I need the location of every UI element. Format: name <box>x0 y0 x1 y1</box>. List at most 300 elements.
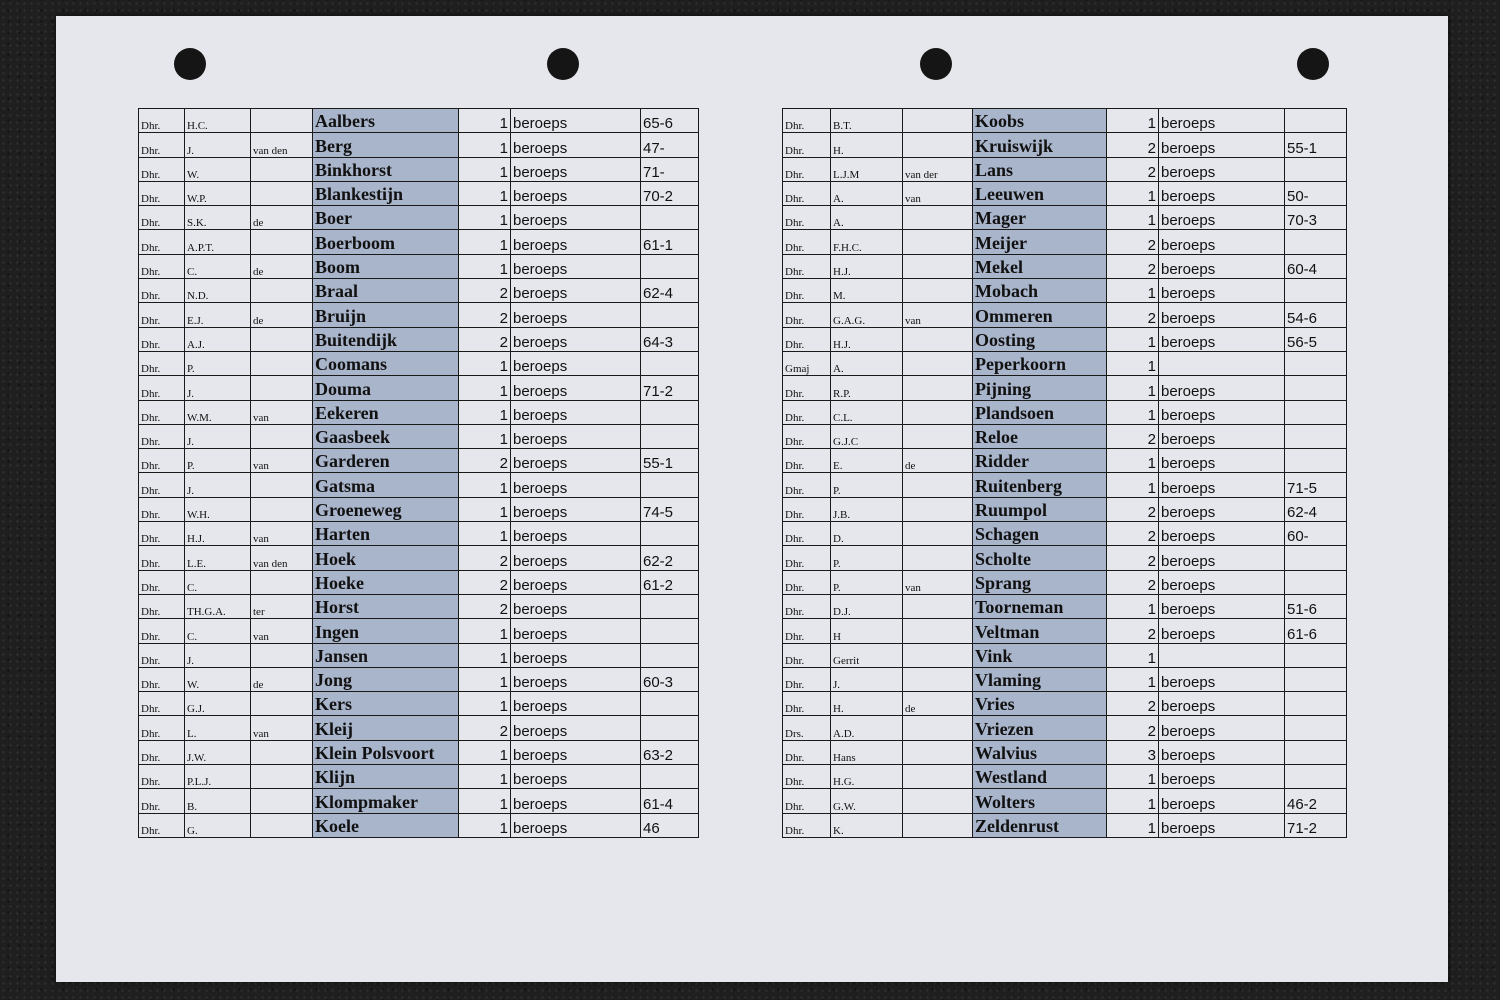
code-cell: 55-1 <box>1285 133 1347 157</box>
initials-cell: P.L.J. <box>185 765 251 789</box>
code-cell <box>1285 157 1347 181</box>
prefix-cell: van <box>251 522 313 546</box>
title-cell: Dhr. <box>783 109 831 133</box>
count-cell: 1 <box>459 133 511 157</box>
prefix-cell: van <box>903 181 973 205</box>
title-cell: Dhr. <box>139 813 185 837</box>
prefix-cell: van <box>251 449 313 473</box>
table-row <box>783 522 1347 546</box>
prefix-cell <box>903 643 973 667</box>
prefix-cell: de <box>251 206 313 230</box>
initials-cell: W.M. <box>185 400 251 424</box>
surname-cell: Boer <box>313 206 459 230</box>
prefix-cell <box>903 497 973 521</box>
table-row <box>783 376 1347 400</box>
table-row <box>783 667 1347 691</box>
prefix-cell <box>251 230 313 254</box>
initials-cell: H. <box>831 133 903 157</box>
initials-cell: W.P. <box>185 181 251 205</box>
code-cell <box>641 716 699 740</box>
table-row <box>139 813 699 837</box>
title-cell: Dhr. <box>783 303 831 327</box>
count-cell: 2 <box>459 570 511 594</box>
initials-cell: J.B. <box>831 497 903 521</box>
surname-cell: Vlaming <box>973 667 1107 691</box>
surname-cell: Ingen <box>313 619 459 643</box>
title-cell: Dhr. <box>783 813 831 837</box>
code-cell: 62-2 <box>641 546 699 570</box>
prefix-cell <box>903 376 973 400</box>
prefix-cell <box>903 619 973 643</box>
type-cell: beroeps <box>1159 424 1285 448</box>
table-row <box>139 765 699 789</box>
count-cell: 1 <box>459 473 511 497</box>
count-cell: 1 <box>1107 109 1159 133</box>
count-cell: 1 <box>459 522 511 546</box>
code-cell: 65-6 <box>641 109 699 133</box>
code-cell <box>641 619 699 643</box>
surname-cell: Mager <box>973 206 1107 230</box>
table-row <box>783 254 1347 278</box>
type-cell: beroeps <box>511 570 641 594</box>
initials-cell: A. <box>831 181 903 205</box>
count-cell: 2 <box>459 716 511 740</box>
punch-hole <box>174 48 206 80</box>
count-cell: 2 <box>1107 303 1159 327</box>
type-cell: beroeps <box>511 449 641 473</box>
initials-cell: H <box>831 619 903 643</box>
type-cell: beroeps <box>511 303 641 327</box>
type-cell: beroeps <box>511 813 641 837</box>
count-cell: 1 <box>459 667 511 691</box>
table-row <box>783 740 1347 764</box>
table-row <box>139 230 699 254</box>
code-cell <box>1285 400 1347 424</box>
code-cell: 70-3 <box>1285 206 1347 230</box>
surname-cell: Jong <box>313 667 459 691</box>
count-cell: 1 <box>459 351 511 375</box>
prefix-cell <box>251 327 313 351</box>
code-cell: 46-2 <box>1285 789 1347 813</box>
title-cell: Dhr. <box>139 351 185 375</box>
code-cell: 71-5 <box>1285 473 1347 497</box>
punch-hole <box>547 48 579 80</box>
prefix-cell <box>251 692 313 716</box>
type-cell: beroeps <box>1159 206 1285 230</box>
prefix-cell <box>903 473 973 497</box>
title-cell: Dhr. <box>139 181 185 205</box>
prefix-cell <box>903 351 973 375</box>
code-cell: 50- <box>1285 181 1347 205</box>
title-cell: Dhr. <box>783 692 831 716</box>
type-cell: beroeps <box>511 619 641 643</box>
surname-cell: Vriezen <box>973 716 1107 740</box>
type-cell: beroeps <box>1159 546 1285 570</box>
surname-cell: Schagen <box>973 522 1107 546</box>
count-cell: 1 <box>459 765 511 789</box>
prefix-cell <box>903 279 973 303</box>
table-row <box>139 789 699 813</box>
title-cell: Dhr. <box>139 570 185 594</box>
table-row <box>139 546 699 570</box>
code-cell <box>641 206 699 230</box>
surname-cell: Buitendijk <box>313 327 459 351</box>
type-cell: beroeps <box>1159 327 1285 351</box>
title-cell: Dhr. <box>783 497 831 521</box>
surname-cell: Sprang <box>973 570 1107 594</box>
code-cell <box>1285 376 1347 400</box>
initials-cell: A. <box>831 351 903 375</box>
initials-cell: G.J.C <box>831 424 903 448</box>
table-row <box>139 133 699 157</box>
count-cell: 2 <box>1107 522 1159 546</box>
table-row <box>783 206 1347 230</box>
surname-cell: Gaasbeek <box>313 424 459 448</box>
code-cell: 74-5 <box>641 497 699 521</box>
title-cell: Dhr. <box>783 424 831 448</box>
surname-cell: Reloe <box>973 424 1107 448</box>
count-cell: 1 <box>459 643 511 667</box>
code-cell: 63-2 <box>641 740 699 764</box>
count-cell: 1 <box>1107 667 1159 691</box>
count-cell: 2 <box>1107 230 1159 254</box>
code-cell: 64-3 <box>641 327 699 351</box>
title-cell: Dhr. <box>783 546 831 570</box>
prefix-cell <box>903 133 973 157</box>
count-cell: 1 <box>459 206 511 230</box>
count-cell: 2 <box>1107 157 1159 181</box>
table-row <box>139 716 699 740</box>
code-cell <box>1285 109 1347 133</box>
prefix-cell: van den <box>251 133 313 157</box>
type-cell: beroeps <box>1159 376 1285 400</box>
type-cell: beroeps <box>511 789 641 813</box>
code-cell: 71- <box>641 157 699 181</box>
type-cell: beroeps <box>1159 740 1285 764</box>
surname-cell: Boerboom <box>313 230 459 254</box>
code-cell: 47- <box>641 133 699 157</box>
type-cell: beroeps <box>511 522 641 546</box>
surname-cell: Klein Polsvoort <box>313 740 459 764</box>
type-cell <box>1159 351 1285 375</box>
initials-cell: W. <box>185 667 251 691</box>
table-row <box>783 327 1347 351</box>
table-row <box>139 497 699 521</box>
title-cell: Dhr. <box>783 206 831 230</box>
code-cell <box>641 765 699 789</box>
table-row <box>139 109 699 133</box>
prefix-cell <box>903 716 973 740</box>
count-cell: 1 <box>1107 376 1159 400</box>
table-row <box>139 570 699 594</box>
initials-cell: A.J. <box>185 327 251 351</box>
count-cell: 1 <box>459 254 511 278</box>
code-cell: 55-1 <box>641 449 699 473</box>
surname-cell: Koele <box>313 813 459 837</box>
count-cell: 2 <box>1107 424 1159 448</box>
prefix-cell <box>903 594 973 618</box>
type-cell: beroeps <box>1159 400 1285 424</box>
table-row <box>139 303 699 327</box>
type-cell: beroeps <box>511 254 641 278</box>
type-cell: beroeps <box>511 716 641 740</box>
initials-cell: C. <box>185 254 251 278</box>
initials-cell: P. <box>831 473 903 497</box>
initials-cell: R.P. <box>831 376 903 400</box>
count-cell: 1 <box>1107 765 1159 789</box>
type-cell: beroeps <box>511 230 641 254</box>
type-cell: beroeps <box>511 400 641 424</box>
prefix-cell <box>251 813 313 837</box>
initials-cell: C. <box>185 619 251 643</box>
type-cell: beroeps <box>1159 765 1285 789</box>
title-cell: Dhr. <box>139 279 185 303</box>
initials-cell: G.J. <box>185 692 251 716</box>
initials-cell: A.D. <box>831 716 903 740</box>
surname-cell: Groeneweg <box>313 497 459 521</box>
count-cell: 2 <box>1107 619 1159 643</box>
table-row <box>139 157 699 181</box>
surname-cell: Mobach <box>973 279 1107 303</box>
prefix-cell: van <box>251 400 313 424</box>
type-cell: beroeps <box>511 157 641 181</box>
prefix-cell <box>903 424 973 448</box>
code-cell: 71-2 <box>641 376 699 400</box>
code-cell <box>641 692 699 716</box>
type-cell: beroeps <box>511 643 641 667</box>
title-cell: Dhr. <box>139 449 185 473</box>
type-cell: beroeps <box>1159 813 1285 837</box>
title-cell: Dhr. <box>783 181 831 205</box>
surname-cell: Gatsma <box>313 473 459 497</box>
table-row <box>139 351 699 375</box>
prefix-cell <box>251 473 313 497</box>
type-cell: beroeps <box>1159 570 1285 594</box>
table-row <box>783 497 1347 521</box>
type-cell: beroeps <box>511 376 641 400</box>
code-cell: 61-2 <box>641 570 699 594</box>
code-cell: 62-4 <box>641 279 699 303</box>
prefix-cell <box>251 109 313 133</box>
count-cell: 2 <box>1107 133 1159 157</box>
initials-cell: P. <box>185 449 251 473</box>
initials-cell: H.G. <box>831 765 903 789</box>
code-cell: 62-4 <box>1285 497 1347 521</box>
code-cell <box>641 594 699 618</box>
surname-cell: Horst <box>313 594 459 618</box>
title-cell: Dhr. <box>139 789 185 813</box>
initials-cell: B.T. <box>831 109 903 133</box>
initials-cell: S.K. <box>185 206 251 230</box>
initials-cell: D.J. <box>831 594 903 618</box>
surname-cell: Berg <box>313 133 459 157</box>
surname-cell: Bruijn <box>313 303 459 327</box>
code-cell <box>641 303 699 327</box>
surname-cell: Mekel <box>973 254 1107 278</box>
surname-cell: Toorneman <box>973 594 1107 618</box>
code-cell: 54-6 <box>1285 303 1347 327</box>
type-cell: beroeps <box>1159 230 1285 254</box>
table-row <box>783 716 1347 740</box>
count-cell: 1 <box>459 230 511 254</box>
title-cell: Dhr. <box>783 230 831 254</box>
code-cell: 51-6 <box>1285 594 1347 618</box>
prefix-cell <box>903 522 973 546</box>
title-cell: Dhr. <box>783 133 831 157</box>
initials-cell: Hans <box>831 740 903 764</box>
roster-body-right <box>783 109 1347 838</box>
title-cell: Dhr. <box>783 594 831 618</box>
title-cell: Dhr. <box>139 303 185 327</box>
code-cell: 71-2 <box>1285 813 1347 837</box>
initials-cell: H.J. <box>185 522 251 546</box>
paper-sheet <box>56 16 1448 982</box>
count-cell: 1 <box>1107 643 1159 667</box>
prefix-cell <box>903 789 973 813</box>
count-cell: 2 <box>459 594 511 618</box>
initials-cell: P. <box>831 570 903 594</box>
prefix-cell: van <box>903 303 973 327</box>
code-cell <box>1285 692 1347 716</box>
surname-cell: Veltman <box>973 619 1107 643</box>
type-cell: beroeps <box>1159 449 1285 473</box>
initials-cell: H.C. <box>185 109 251 133</box>
surname-cell: Douma <box>313 376 459 400</box>
table-row <box>783 765 1347 789</box>
title-cell: Dhr. <box>139 619 185 643</box>
count-cell: 1 <box>459 109 511 133</box>
count-cell: 2 <box>459 279 511 303</box>
prefix-cell <box>251 740 313 764</box>
prefix-cell <box>903 740 973 764</box>
type-cell: beroeps <box>1159 692 1285 716</box>
title-cell: Dhr. <box>139 740 185 764</box>
surname-cell: Koobs <box>973 109 1107 133</box>
code-cell <box>641 643 699 667</box>
initials-cell: W.H. <box>185 497 251 521</box>
type-cell: beroeps <box>511 473 641 497</box>
code-cell <box>641 473 699 497</box>
title-cell: Dhr. <box>783 279 831 303</box>
initials-cell: B. <box>185 789 251 813</box>
type-cell: beroeps <box>1159 303 1285 327</box>
prefix-cell: de <box>903 449 973 473</box>
table-row <box>783 473 1347 497</box>
table-row <box>783 157 1347 181</box>
table-row <box>139 424 699 448</box>
table-row <box>139 643 699 667</box>
title-cell: Dhr. <box>139 667 185 691</box>
table-row <box>783 643 1347 667</box>
code-cell <box>641 400 699 424</box>
title-cell: Dhr. <box>783 522 831 546</box>
table-row <box>783 181 1347 205</box>
surname-cell: Oosting <box>973 327 1107 351</box>
surname-cell: Braal <box>313 279 459 303</box>
prefix-cell <box>251 376 313 400</box>
type-cell: beroeps <box>511 351 641 375</box>
count-cell: 1 <box>1107 351 1159 375</box>
surname-cell: Blankestijn <box>313 181 459 205</box>
table-row <box>783 400 1347 424</box>
count-cell: 1 <box>459 813 511 837</box>
count-cell: 1 <box>1107 813 1159 837</box>
type-cell: beroeps <box>1159 594 1285 618</box>
type-cell: beroeps <box>1159 619 1285 643</box>
count-cell: 2 <box>459 449 511 473</box>
initials-cell: J. <box>185 376 251 400</box>
code-cell: 60-3 <box>641 667 699 691</box>
code-cell: 60- <box>1285 522 1347 546</box>
initials-cell: M. <box>831 279 903 303</box>
surname-cell: Ommeren <box>973 303 1107 327</box>
surname-cell: Kleij <box>313 716 459 740</box>
title-cell: Dhr. <box>139 157 185 181</box>
roster-table-right <box>782 108 1347 838</box>
title-cell: Dhr. <box>783 667 831 691</box>
surname-cell: Klompmaker <box>313 789 459 813</box>
prefix-cell <box>251 351 313 375</box>
table-row <box>783 619 1347 643</box>
title-cell: Dhr. <box>783 400 831 424</box>
surname-cell: Ruumpol <box>973 497 1107 521</box>
table-row <box>783 279 1347 303</box>
initials-cell: TH.G.A. <box>185 594 251 618</box>
initials-cell: P. <box>831 546 903 570</box>
title-cell: Dhr. <box>783 740 831 764</box>
surname-cell: Eekeren <box>313 400 459 424</box>
table-row <box>139 376 699 400</box>
prefix-cell: de <box>903 692 973 716</box>
table-row <box>139 522 699 546</box>
count-cell: 2 <box>1107 692 1159 716</box>
count-cell: 1 <box>1107 789 1159 813</box>
type-cell: beroeps <box>1159 497 1285 521</box>
table-row <box>139 327 699 351</box>
title-cell: Drs. <box>783 716 831 740</box>
title-cell: Dhr. <box>783 619 831 643</box>
surname-cell: Coomans <box>313 351 459 375</box>
surname-cell: Lans <box>973 157 1107 181</box>
count-cell: 1 <box>459 424 511 448</box>
surname-cell: Walvius <box>973 740 1107 764</box>
roster-table-left <box>138 108 699 838</box>
count-cell: 1 <box>1107 473 1159 497</box>
table-row <box>139 400 699 424</box>
table-row <box>783 813 1347 837</box>
initials-cell: G.W. <box>831 789 903 813</box>
prefix-cell: van <box>903 570 973 594</box>
prefix-cell <box>903 109 973 133</box>
title-cell: Dhr. <box>139 400 185 424</box>
initials-cell: J. <box>831 667 903 691</box>
surname-cell: Hoeke <box>313 570 459 594</box>
title-cell: Dhr. <box>139 109 185 133</box>
count-cell: 1 <box>459 692 511 716</box>
code-cell <box>641 351 699 375</box>
initials-cell: H.J. <box>831 254 903 278</box>
count-cell: 1 <box>1107 400 1159 424</box>
prefix-cell <box>903 546 973 570</box>
type-cell: beroeps <box>1159 279 1285 303</box>
code-cell <box>641 424 699 448</box>
initials-cell: J. <box>185 473 251 497</box>
prefix-cell: van der <box>903 157 973 181</box>
code-cell <box>1285 740 1347 764</box>
type-cell: beroeps <box>511 327 641 351</box>
title-cell: Dhr. <box>139 765 185 789</box>
count-cell: 2 <box>459 546 511 570</box>
